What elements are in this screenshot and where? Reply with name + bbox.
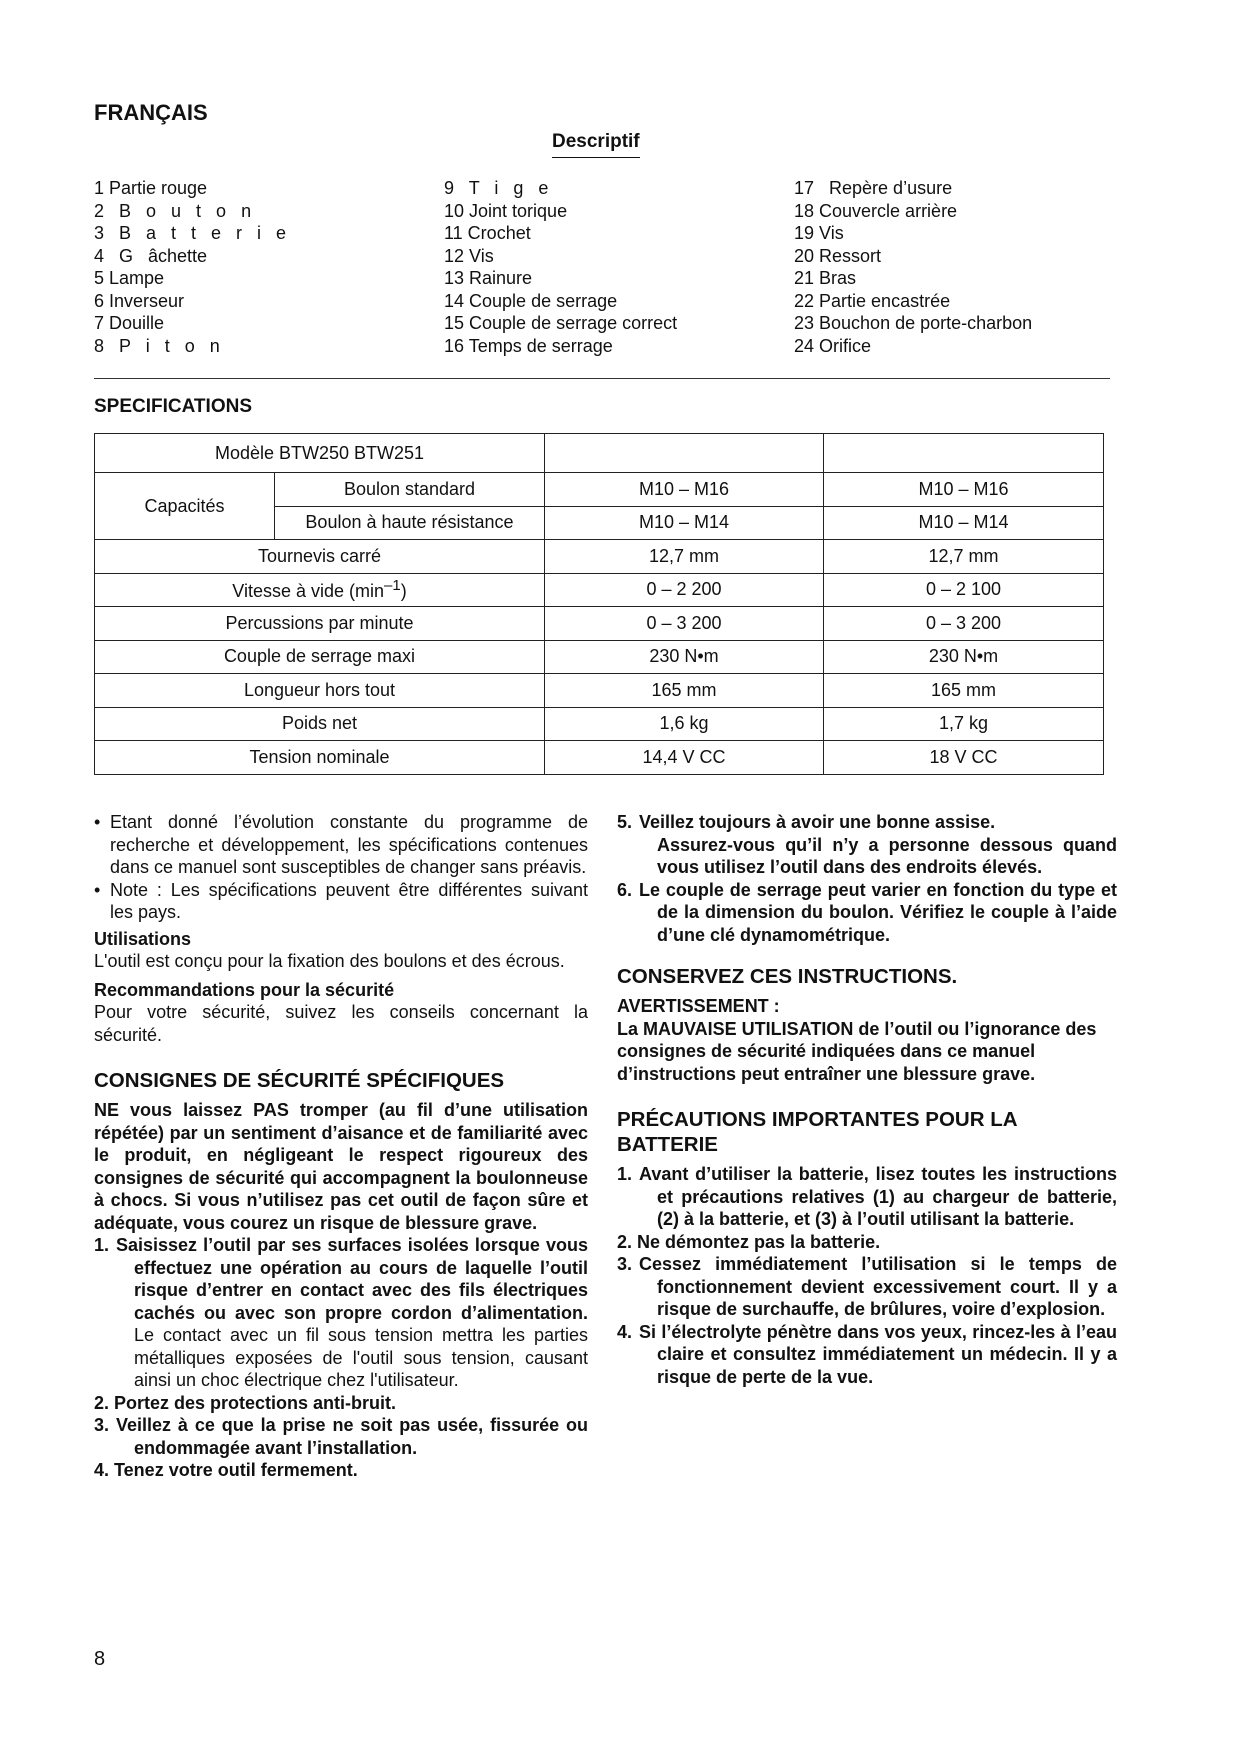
legend-item: 16 Temps de serrage — [444, 335, 613, 356]
legend-item: 18 Couvercle arrière — [794, 200, 958, 221]
batterie-heading: PRÉCAUTIONS IMPORTANTES POUR LA BATTERIE — [617, 1108, 1017, 1156]
speed-unit-superscript: –1 — [384, 577, 401, 595]
legend-column-3 — [794, 177, 1032, 357]
safety-item-1 — [94, 1234, 588, 1392]
legend-column-2 — [444, 177, 677, 357]
item-number: 5. — [617, 812, 633, 832]
specifications-table — [94, 433, 1104, 775]
table-row — [95, 640, 1104, 674]
item-number: 1. — [94, 1235, 110, 1255]
recommandations-heading: Recommandations pour la sécurité — [94, 979, 395, 1000]
item-bold-text: Saisissez l’outil par ses surfaces isolées lorsque vous effectuez une opération au cours de laquelle l’outil risque d’entrer en contact avec des fils électriques cachés ou avec son propre cordon d’alimentation. — [116, 1235, 588, 1323]
left-column — [94, 811, 588, 1482]
safety-item-5-detail: Assurez-vous qu’il n’y a personne dessous quand vous utilisez l’outil dans des endroits élevés. — [657, 834, 1117, 877]
legend-item: 1 Partie rouge — [94, 178, 208, 198]
table-cell: Boulon standard — [275, 473, 545, 507]
section-divider — [94, 378, 1110, 379]
legend-item: 5 Lampe — [94, 268, 165, 288]
legend-item: 12 Vis — [444, 245, 494, 266]
item-number: 1. — [617, 1164, 633, 1184]
spec-note-bullet: • Etant donné l’évolution constante du programme de recherche et développement, les spécifications contenues dans ce manuel sont susceptibles de changer sans préavis. — [94, 811, 588, 879]
item-text: Cessez immédiatement l’utilisation si le temps de fonctionnement devient excessivement court. Il y a risque de surchauffe, de brûlures, voire d’explosion. — [639, 1254, 1117, 1319]
legend-item: 8 P i t o n — [94, 335, 220, 356]
item-number: 3. — [94, 1415, 110, 1435]
item-number: 4. — [617, 1321, 633, 1342]
table-cell: M10 – M14 — [545, 506, 824, 540]
right-column — [617, 811, 1117, 1388]
utilisations-heading: Utilisations — [94, 928, 192, 949]
safety-item-5 — [617, 811, 1117, 834]
table-cell — [95, 573, 545, 607]
item-normal-text: Le contact avec un fil sous tension mettra les parties métalliques exposées de l'outil sous tension, causant ainsi un choc électrique chez l'utilisateur. — [134, 1325, 588, 1390]
capacites-cell: Capacités — [95, 473, 275, 540]
consignes-intro: NE vous laissez PAS tromper (au fil d’une utilisation répétée) par un sentiment d’aisance et de familiarité avec le produit, en négligeant le respect rigoureux des consignes de sécurité qui accompagnent la boulonneuse à chocs. Si vous n’utilisez pas cet outil de façon sûre et adéquate, vous courez un risque de blessure grave. — [94, 1100, 588, 1233]
table-cell: 1,7 kg — [824, 707, 1104, 741]
table-cell: Tension nominale — [95, 741, 545, 775]
table-cell: 0 – 3 200 — [824, 607, 1104, 641]
avertissement-heading: AVERTISSEMENT : — [617, 996, 780, 1016]
table-cell: Longueur hors tout — [95, 674, 545, 708]
table-cell: 165 mm — [545, 674, 824, 708]
table-cell: 165 mm — [824, 674, 1104, 708]
table-row — [95, 674, 1104, 708]
legend-item: 9 T i g e — [444, 178, 549, 198]
table-row — [95, 573, 1104, 607]
legend-item: 19 Vis — [794, 223, 844, 243]
table-cell: Couple de serrage maxi — [95, 640, 545, 674]
table-cell — [545, 434, 824, 473]
legend-item: 4 G âchette — [94, 245, 208, 266]
descriptif-title: Descriptif — [552, 131, 640, 158]
legend-item: 17 Repère d’usure — [794, 178, 953, 198]
legend-item: 2 B o u t o n — [94, 200, 252, 221]
item-number: 3. — [617, 1254, 633, 1274]
legend-item: 10 Joint torique — [444, 200, 568, 221]
safety-item-3 — [94, 1414, 588, 1459]
legend-item: 23 Bouchon de porte-charbon — [794, 313, 1033, 333]
specifications-heading: SPECIFICATIONS — [94, 396, 252, 417]
legend-column-1 — [94, 177, 286, 357]
safety-item-4: 4. Tenez votre outil fermement. — [94, 1460, 358, 1480]
table-cell: 14,4 V CC — [545, 741, 824, 775]
legend-item: 20 Ressort — [794, 245, 882, 266]
conservez-heading: CONSERVEZ CES INSTRUCTIONS. — [617, 965, 958, 988]
table-cell — [824, 434, 1104, 473]
battery-item-4 — [617, 1321, 1117, 1389]
legend-item: 6 Inverseur — [94, 290, 185, 311]
avertissement-text: La MAUVAISE UTILISATION de l’outil ou l’ignorance des consignes de sécurité indiquées dans ce manuel d’instructions peut entraîner une blessure grave. — [617, 1018, 1097, 1084]
spec-note-bullet: • Note : Les spécifications peuvent être différentes suivant les pays. — [94, 879, 588, 924]
table-cell: Poids net — [95, 707, 545, 741]
table-cell: 0 – 2 200 — [545, 573, 824, 607]
battery-item-1 — [617, 1163, 1117, 1231]
safety-item-6 — [617, 879, 1117, 947]
table-cell: Tournevis carré — [95, 540, 545, 574]
item-text: Veillez toujours à avoir une bonne assise. — [639, 812, 996, 832]
utilisations-text: L'outil est conçu pour la fixation des boulons et des écrous. — [94, 951, 565, 971]
speed-label: Vitesse à vide (min — [232, 581, 385, 602]
recommandations-text: Pour votre sécurité, suivez les conseils concernant la sécurité. — [94, 1002, 588, 1045]
page-number: 8 — [94, 1648, 106, 1670]
item-text: Si l’électrolyte pénètre dans vos yeux, rincez-les à l’eau claire et consultez immédiatement un médecin. Il y a risque de perte de la vue. — [639, 1321, 1117, 1387]
table-cell: 230 N•m — [545, 640, 824, 674]
table-cell: 0 – 2 100 — [824, 573, 1104, 607]
legend-item: 11 Crochet — [444, 223, 531, 243]
model-header-cell: Modèle BTW250 BTW251 — [95, 434, 545, 473]
table-cell: M10 – M16 — [824, 473, 1104, 507]
table-cell: 12,7 mm — [824, 540, 1104, 574]
table-cell: 12,7 mm — [545, 540, 824, 574]
battery-item-3 — [617, 1253, 1117, 1321]
table-row — [95, 540, 1104, 574]
speed-label-end: ) — [400, 581, 407, 602]
legend-item: 13 Rainure — [444, 268, 533, 288]
table-cell: M10 – M14 — [824, 506, 1104, 540]
legend-item: 21 Bras — [794, 268, 857, 288]
table-cell: Boulon à haute résistance — [275, 506, 545, 540]
legend-item: 22 Partie encastrée — [794, 290, 951, 311]
table-cell: 1,6 kg — [545, 707, 824, 741]
legend-item: 14 Couple de serrage — [444, 290, 618, 311]
item-text: Veillez à ce que la prise ne soit pas usée, fissurée ou endommagée avant l’installation. — [116, 1415, 588, 1458]
consignes-heading: CONSIGNES DE SÉCURITÉ SPÉCIFIQUES — [94, 1069, 505, 1092]
item-text: Le couple de serrage peut varier en fonction du type et de la dimension du boulon. Vérifiez le couple à l’aide d’une clé dynamométrique. — [639, 879, 1117, 945]
legend-item: 24 Orifice — [794, 335, 872, 356]
safety-item-2: 2. Portez des protections anti-bruit. — [94, 1392, 397, 1413]
battery-item-2: 2. Ne démontez pas la batterie. — [617, 1231, 881, 1252]
table-cell: 18 V CC — [824, 741, 1104, 775]
legend-item: 3 B a t t e r i e — [94, 223, 287, 243]
table-row — [95, 607, 1104, 641]
language-title: FRANÇAIS — [94, 100, 208, 125]
table-row — [95, 707, 1104, 741]
table-row — [95, 741, 1104, 775]
item-text: Avant d’utiliser la batterie, lisez toutes les instructions et précautions relatives (1) au chargeur de batterie, (2) à la batterie, et (3) à l’outil utilisant la batterie. — [639, 1164, 1117, 1229]
table-row — [95, 473, 1104, 507]
table-cell: Percussions par minute — [95, 607, 545, 641]
table-row — [95, 434, 1104, 473]
item-number: 6. — [617, 879, 633, 900]
table-cell: 0 – 3 200 — [545, 607, 824, 641]
table-cell: 230 N•m — [824, 640, 1104, 674]
legend-item: 7 Douille — [94, 313, 165, 333]
legend-item: 15 Couple de serrage correct — [444, 313, 678, 333]
table-cell: M10 – M16 — [545, 473, 824, 507]
